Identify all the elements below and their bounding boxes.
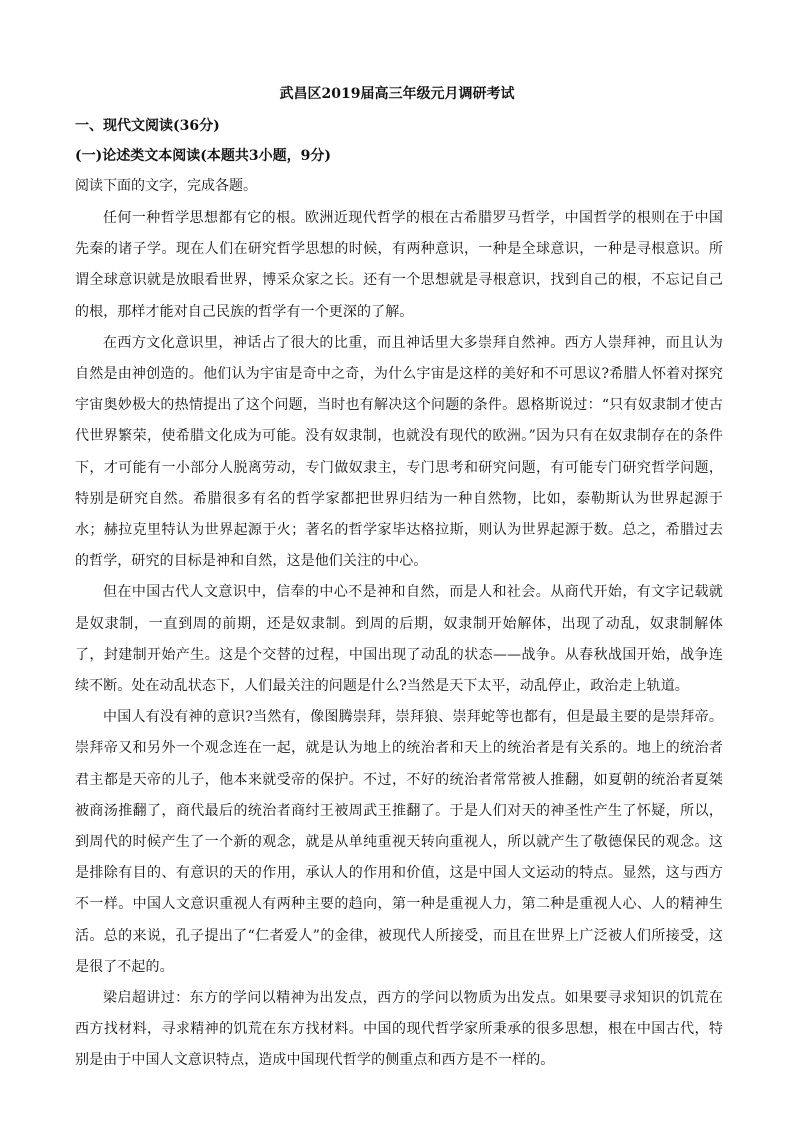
passage-paragraph-4: 中国人有没有神的意识?当然有，像图腾崇拜，崇拜狼、崇拜蛇等也都有，但是最主要的是崇拜帝。崇拜帝又和另外一个观念连在一起，就是认为地上的统治者和天上的统治者是有关系的。地上的统治者君主都是天帝的儿子，他本来就受帝的保护。不过，不好的统治者常常被人推翻，如夏朝的统治者夏桀被商汤推翻了，商代最后的统治者商纣王被周武王推翻了。于是人们对天的神圣性产生了怀疑，所以，到周代的时候产生了一个新的观念，就是从单纯重视天转向重视人，所以就产生了敬德保民的观念。这是排除有目的、有意识的天的作用，承认人的作用和价值，这是中国人文运动的特点。显然，这与西方不一样。中国人文意识重视人有两种主要的趋向，第一种是重视人力，第二种是重视人心、人的精神生活。总的来说，孔子提出了“仁者爱人”的金律，被现代人所接受，而且在世界上广泛被人们所接受，这是很了不起的。 <box>75 709 723 975</box>
passage-body <box>75 203 723 1077</box>
section-heading: 一、现代文阅读(36分) <box>75 118 220 134</box>
passage-paragraph-3: 但在中国古代人文意识中，信奉的中心不是神和自然，而是人和社会。从商代开始，有文字记载就是奴隶制，一直到周的前期，还是奴隶制。到周的后期，奴隶制开始解体，出现了动乱，奴隶制解体了，封建制开始产生。这是个交替的过程，中国出现了动乱的状态——战争。从春秋战国开始，战争连续不断。处在动乱状态下，人们最关注的问题是什么?当然是天下太平，动乱停止，政治走上轨道。 <box>75 584 723 695</box>
passage-paragraph-5: 梁启超讲过：东方的学问以精神为出发点，西方的学问以物质为出发点。如果要寻求知识的饥荒在西方找材料，寻求精神的饥荒在东方找材料。中国的现代哲学家所秉承的很多思想，根在中国古代，特别是由于中国人文意识特点，造成中国现代哲学的侧重点和西方是不一样的。 <box>75 990 723 1069</box>
exam-title: 武昌区2019届高三年级元月调研考试 <box>279 86 515 102</box>
passage-paragraph-1: 任何一种哲学思想都有它的根。欧洲近现代哲学的根在古希腊罗马哲学，中国哲学的根则在于中国先秦的诸子学。现在人们在研究哲学思想的时候，有两种意识，一种是全球意识，一种是寻根意识。所谓全球意识就是放眼看世界，博采众家之长。还有一个思想就是寻根意识，找到自己的根，不忘记自己的根，那样才能对自己民族的哲学有一个更深的了解。 <box>75 210 723 320</box>
subsection-heading: (一)论述类文本阅读(本题共3小题，9分) <box>75 148 331 164</box>
passage-paragraph-2: 在西方文化意识里，神话占了很大的比重，而且神话里大多崇拜自然神。西方人崇拜神，而且认为自然是由神创造的。他们认为宇宙是奇中之奇，为什么宇宙是这样的美好和不可思议?希腊人怀着对探究宇宙奥妙极大的热情提出了这个问题，当时也有解决这个问题的条件。恩格斯说过：“只有奴隶制才使古代世界繁荣，使希腊文化成为可能。没有奴隶制，也就没有现代的欧洲。”因为只有在奴隶制存在的条件下，才可能有一小部分人脱离劳动，专门做奴隶主，专门思考和研究问题，有可能专门研究哲学问题，特别是研究自然。希腊很多有名的哲学家都把世界归结为一种自然物，比如，泰勒斯认为世界起源于水；赫拉克里特认为世界起源于火；著名的哲学家毕达格拉斯，则认为世界起源于数。总之，希腊过去的哲学，研究的目标是神和自然，这是他们关注的中心。 <box>75 334 723 570</box>
reading-instruction: 阅读下面的文字，完成各题。 <box>75 178 257 194</box>
